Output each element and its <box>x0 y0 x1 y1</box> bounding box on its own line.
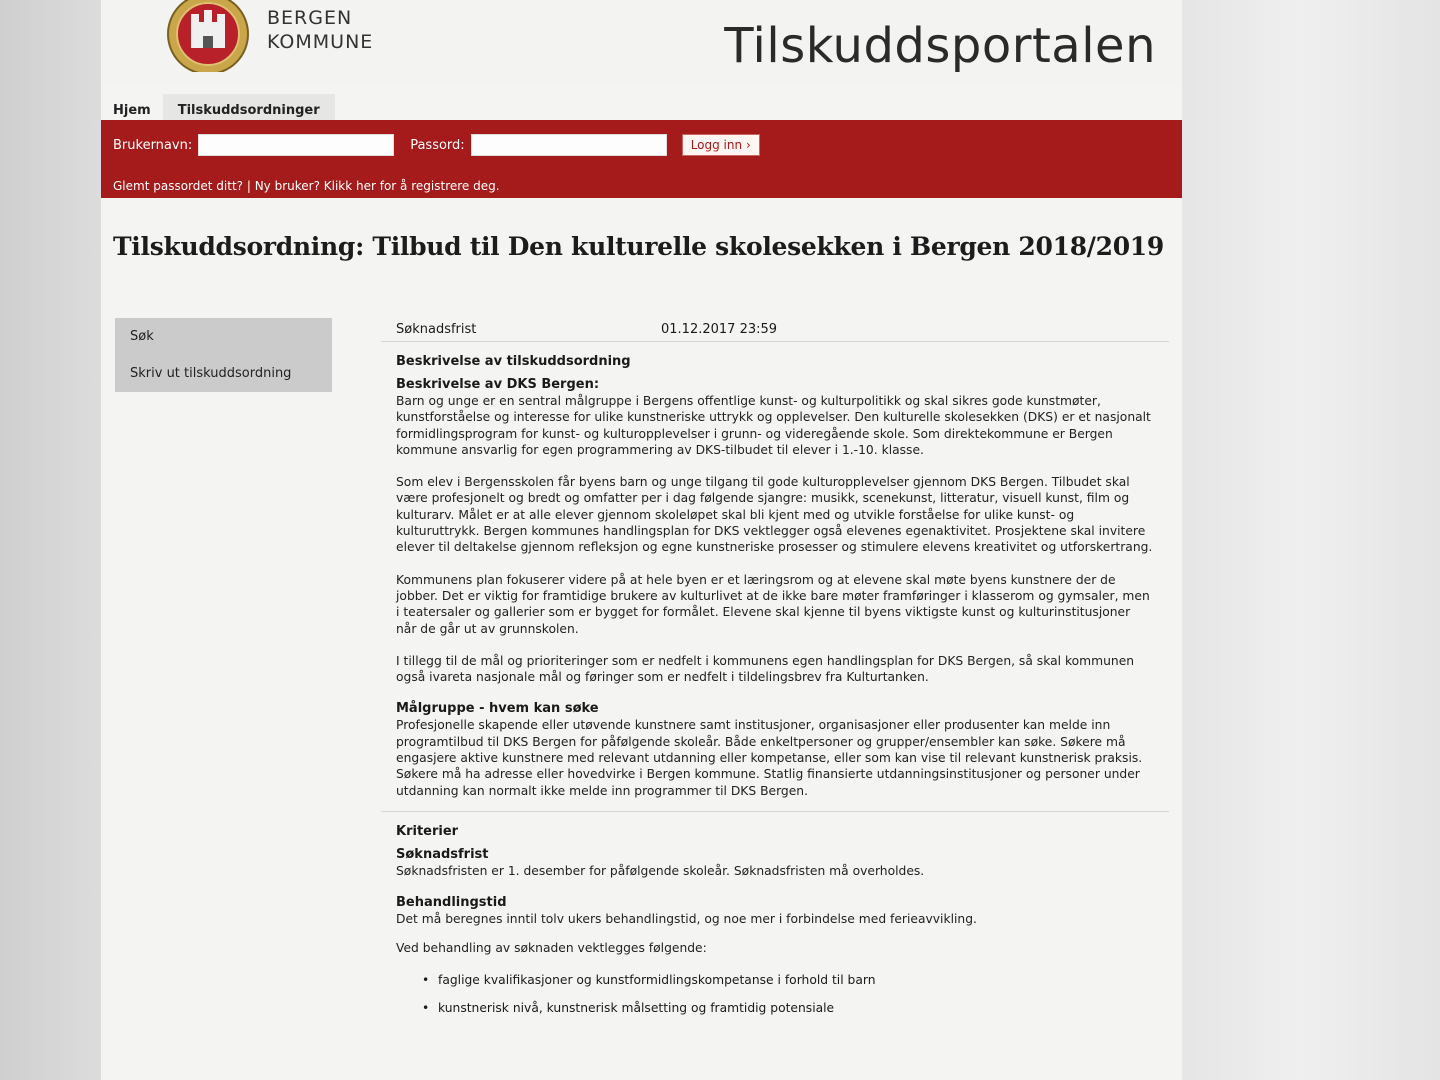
login-links <box>113 179 500 193</box>
deadline-label: Søknadsfrist <box>396 322 477 337</box>
description-heading: Beskrivelse av tilskuddsordning <box>396 354 631 369</box>
target-group-heading: Målgruppe - hvem kan søke <box>396 701 599 717</box>
password-label: Passord: <box>410 137 465 153</box>
main-nav <box>101 94 335 120</box>
list-item: • kunstnerisk nivå, kunstnerisk målsetting og framtidig potensiale <box>422 1000 1154 1016</box>
scheme-content <box>381 318 1169 1028</box>
criteria-section <box>381 812 1169 1016</box>
criteria-heading: Kriterier <box>396 823 459 839</box>
processing-time-heading: Behandlingstid <box>396 895 507 911</box>
sidebar-item-search[interactable]: Søk <box>130 329 154 344</box>
application-deadline-heading: Søknadsfrist <box>396 846 489 862</box>
paragraph: Barn og unge er en sentral målgruppe i Bergens offentlige kunst- og kulturpolitikk og skal sikres gode kunstmøter, kunstforståelse og interesse for ulike kunstneriske uttrykk og opplevelser. Den kulturelle skolesekken (DKS) er et nasjonalt formidlingsprogram for kunst- og kulturopplevelser i grunn- og videregående skole. Som direktekommune er Bergen kommune ansvarlig for egen programmering av DKS-tilbudet til elever i 1.-10. klasse. <box>396 394 1151 457</box>
sidebar-item-print[interactable]: Skriv ut tilskuddsordning <box>130 366 292 381</box>
paragraph: Søknadsfristen er 1. desember for påfølgende skoleår. Søknadsfristen må overholdes. <box>396 863 925 878</box>
paragraph: Det må beregnes inntil tolv ukers behandlingstid, og noe mer i forbindelse med ferieavvikling. <box>396 912 977 927</box>
password-input[interactable] <box>471 134 667 156</box>
nav-tilskuddsordninger[interactable]: Tilskuddsordninger <box>163 94 335 120</box>
description-section <box>381 342 1169 799</box>
login-form <box>113 134 760 156</box>
paragraph: I tillegg til de mål og prioriteringer som er nedfelt i kommunens egen handlingsplan for DKS Bergen, så skal kommunen også ivareta nasjonale mål og føringer som er nedfelt i tildelingsbrev fra Kulturtanken. <box>396 653 1135 685</box>
chevron-right-icon: › <box>745 138 751 152</box>
paragraph: Ved behandling av søknaden vektlegges følgende: <box>396 940 707 955</box>
login-button-label: Logg inn <box>690 138 743 152</box>
deadline-row <box>381 318 1169 342</box>
brand-line-1: BERGEN <box>267 7 353 29</box>
list-item: • faglige kvalifikasjoner og kunstformidlingskompetanse i forhold til barn <box>422 972 1154 988</box>
dks-heading: Beskrivelse av DKS Bergen: <box>396 377 600 392</box>
paragraph: Kommunens plan fokuserer videre på at hele byen er et læringsrom og at elevene skal møte byens kunstnere der de jobber. Det er viktig for framtidige brukere av kulturlivet at de ikke bare møter framføringer i klasserom og gymsaler, men i teatersaler og gallerier som er bygget for formålet. Elevene skal kjenne til byens viktigste kunst og kulturinstitusjoner når de går ut av grunnskolen. <box>396 572 1150 636</box>
page <box>101 0 1182 1080</box>
paragraph: Som elev i Bergensskolen får byens barn og unge tilgang til gode kulturopplevelser gjennom DKS Bergen. Tilbudet skal være profesjonelt og bredt og omfatter per i dag følgende sjangre: musikk, scenekunst, litteratur, visuell kunst, film og kulturarv. Målet er at alle elever gjennom skoleløpet skal bli kjent med og utvikle forståelse for ulike kunst- og kulturuttrykk. Bergen kommunes handlingsplan for DKS vektlegger også elevenes egenaktivitet. Prosjektene skal invitere elever til deltakelse gjennom refleksjon og egne kunstneriske prosesser og stimulere elevens kreativitet og utforskertrang. <box>396 475 1153 555</box>
criteria-list <box>396 972 1154 1017</box>
portal-title: Tilskuddsportalen <box>724 18 1156 74</box>
forgot-password-link[interactable]: Glemt passordet ditt? <box>113 179 244 193</box>
page-title: Tilskuddsordning: Tilbud til Den kulturelle skolesekken i Bergen 2018/2019 <box>113 232 1164 261</box>
login-button[interactable] <box>682 134 760 156</box>
paragraph: Profesjonelle skapende eller utøvende kunstnere samt institusjoner, organisasjoner eller produsenter kan melde inn programtilbud til DKS Bergen for påfølgende skoleår. Både enkeltpersoner og grupper/ensembler kan søke. Søkere må engasjere aktive kunstnere med relevant utdanning eller kompetanse, eller som kan vise til relevant kunstnerisk praksis. Søkere må ha adresse eller hovedvirke i Bergen kommune. Statlig finansierte utdanningsinstitusjoner og personer under utdanning kan normalt ikke melde inn programmer til DKS Bergen. <box>396 718 1143 798</box>
site-header <box>101 0 1182 82</box>
deadline-value: 01.12.2017 23:59 <box>661 322 778 337</box>
link-separator: | <box>243 179 255 193</box>
bergen-coat-of-arms-icon[interactable] <box>167 0 249 72</box>
username-input[interactable] <box>198 134 394 156</box>
brand-name[interactable] <box>267 6 373 54</box>
brand-line-2: KOMMUNE <box>267 31 374 53</box>
login-bar <box>101 120 1182 198</box>
nav-home[interactable]: Hjem <box>113 103 151 118</box>
sidebar <box>115 318 332 392</box>
register-link[interactable]: Ny bruker? Klikk her for å registrere deg. <box>254 179 500 193</box>
username-label: Brukernavn: <box>113 137 193 153</box>
